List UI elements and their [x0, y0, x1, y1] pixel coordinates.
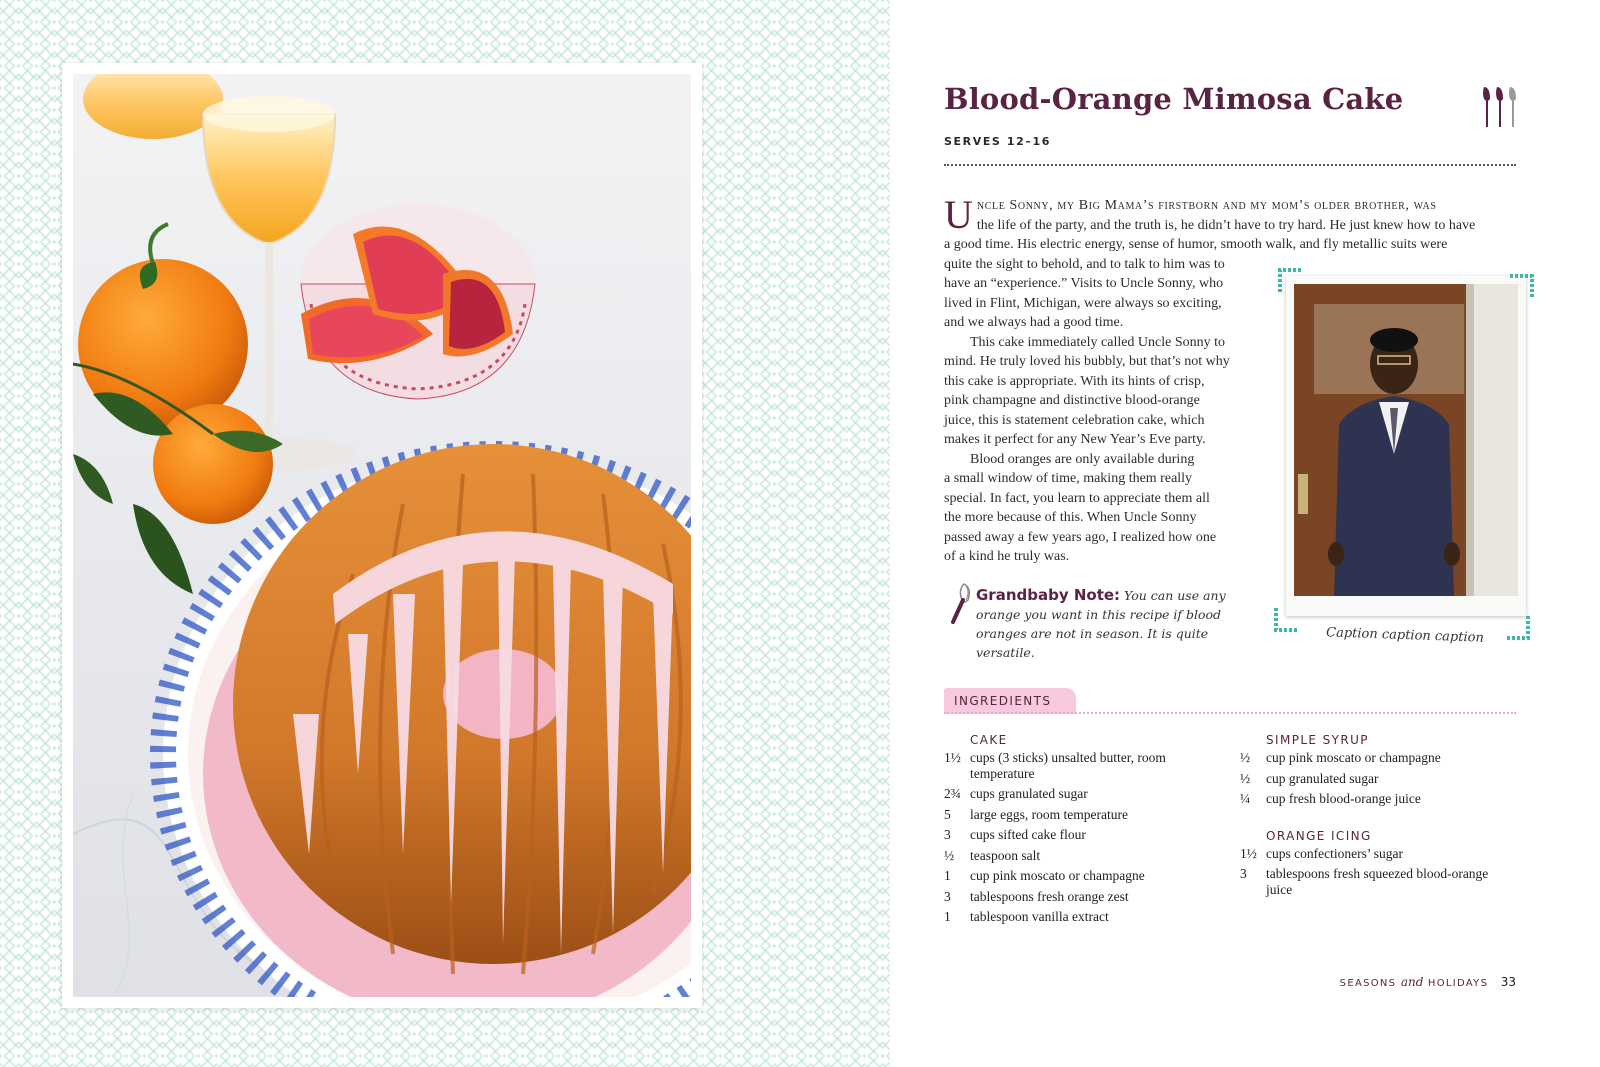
snapshot-caption: Caption caption caption — [1325, 625, 1485, 646]
ingredient-name: cups (3 sticks) unsalted butter, room temperature — [970, 750, 1166, 781]
story-line: lived in Flint, Michigan, were always so exciting, — [944, 295, 1222, 311]
ingredient-name: tablespoon vanilla extract — [970, 909, 1109, 924]
story-line: special. In fact, you learn to appreciate them all — [944, 490, 1210, 506]
portrait-illustration — [1294, 284, 1518, 596]
ingredient-name: large eggs, room temperature — [970, 806, 1128, 822]
ingredient-name: cups granulated sugar — [970, 786, 1088, 801]
ingredient-name: cup fresh blood-orange juice — [1266, 791, 1421, 806]
ingredients-divider — [944, 712, 1516, 714]
recipe-title: Blood-Orange Mimosa Cake — [944, 82, 1404, 116]
story-line: a small window of time, making them really — [944, 471, 1193, 486]
ingredient-name: cup pink moscato or champagne — [970, 868, 1145, 883]
ingredient-name: cups sifted cake flour — [970, 827, 1086, 842]
whisk-icon — [950, 582, 972, 626]
note-text: You can use any orange you want in this recipe if blood oranges are not in season. It is quite versatile. — [976, 588, 1226, 660]
ingredient-row — [944, 827, 1214, 843]
ingredients-column-syrup-icing — [1240, 730, 1510, 902]
ingredient-qty: 1½ — [944, 750, 961, 765]
note-body — [976, 586, 1266, 662]
ingredient-name: cup pink moscato or champagne — [1266, 750, 1441, 765]
story-line: have an “experience.” Visits to Uncle Sonny, who — [944, 276, 1224, 291]
ingredient-row — [1240, 771, 1510, 787]
utensils-icon — [1480, 85, 1516, 129]
ingredient-row — [944, 807, 1214, 823]
photo-frame — [62, 63, 702, 1008]
section-spacer — [1240, 812, 1510, 826]
ingredient-qty: 5 — [944, 806, 951, 822]
ingredient-qty: 3 — [944, 827, 951, 842]
ingredient-row — [944, 750, 1214, 781]
ingredient-qty: 3 — [1240, 866, 1247, 881]
ingredients-column-cake — [944, 730, 1214, 930]
ingredient-name: teaspoon salt — [970, 847, 1041, 863]
title-divider — [944, 164, 1516, 166]
footer-section-a: SEASONS — [1339, 978, 1397, 989]
uncle-photo — [1294, 284, 1518, 596]
right-page — [890, 0, 1600, 1067]
story-opening: ncle Sonny, my Big Mama’s firstborn and my mom’s older brother, was — [976, 198, 1437, 213]
story-line: this cake is appropriate. With its hints of crisp, — [944, 373, 1205, 389]
serves-label: SERVES 12–16 — [944, 135, 1052, 148]
ingredient-row — [944, 848, 1214, 864]
ingredient-row — [944, 889, 1214, 905]
footer-section-b: HOLIDAYS — [1427, 978, 1489, 989]
ingredient-qty: 1 — [944, 868, 951, 883]
story-line: mind. He truly loved his bubbly, but that’s not why — [944, 354, 1230, 369]
story-line: makes it perfect for any New Year’s Eve party. — [944, 432, 1206, 447]
snapshot-card — [1286, 276, 1526, 616]
ingredient-row — [1240, 750, 1510, 766]
ingredient-row — [1240, 846, 1510, 862]
ingredient-row — [1240, 791, 1510, 807]
ingredient-name: tablespoons fresh orange zest — [970, 888, 1129, 904]
story-line: pink champagne and distinctive blood-orange — [944, 393, 1200, 408]
ingredient-row — [944, 786, 1214, 802]
section-heading-cake: CAKE — [970, 733, 1008, 747]
story-line: a good time. His electric energy, sense of humor, smooth walk, and fly metallic suits were — [944, 237, 1448, 252]
footer-and: and — [1400, 975, 1424, 989]
story-line: This cake immediately called Uncle Sonny to — [970, 334, 1226, 350]
ingredient-qty: 3 — [944, 888, 951, 904]
ingredients-tab: INGREDIENTS — [944, 688, 1076, 714]
snapshot-photo — [1280, 276, 1530, 646]
story-line: and we always had a good time. — [944, 315, 1124, 330]
story-line: Blood oranges are only available during — [970, 451, 1195, 467]
photo-corner-icon — [1278, 268, 1304, 294]
cake-photo — [73, 74, 691, 997]
ingredient-qty: ½ — [1240, 750, 1251, 765]
story-line: passed away a few years ago, I realized how one — [944, 529, 1217, 545]
ingredient-name: cups confectioners’ sugar — [1266, 845, 1403, 861]
photo-corner-icon — [1508, 274, 1534, 300]
cake-photo-illustration — [73, 74, 691, 997]
ingredient-qty: ¼ — [1240, 791, 1251, 806]
ingredient-qty: 1 — [944, 909, 951, 924]
story-line: juice, this is statement celebration cake, which — [944, 412, 1205, 428]
section-heading-icing: ORANGE ICING — [1266, 828, 1372, 843]
ingredient-qty: 1½ — [1240, 845, 1257, 861]
ingredient-qty: ½ — [944, 847, 955, 863]
story-line: the more because of this. When Uncle Sonny — [944, 510, 1197, 525]
ingredient-row — [944, 868, 1214, 884]
page-footer — [1310, 975, 1516, 989]
ingredient-qty: 2¾ — [944, 786, 961, 801]
story-line: of a kind he truly was. — [944, 549, 1070, 564]
story-line: quite the sight to behold, and to talk to him was to — [944, 256, 1225, 272]
ingredient-name: tablespoons fresh squeezed blood-orange juice — [1266, 866, 1489, 897]
note-label: Grandbaby Note: — [976, 586, 1121, 604]
story-line: the life of the party, and the truth is, he didn’t have to try hard. He just knew how to have — [976, 217, 1476, 233]
drop-cap: U — [944, 192, 973, 237]
ingredient-row — [1240, 866, 1510, 897]
ingredient-qty: ½ — [1240, 770, 1251, 786]
ingredient-row — [944, 909, 1214, 925]
section-heading-syrup: SIMPLE SYRUP — [1266, 733, 1369, 747]
ingredient-name: cup granulated sugar — [1266, 770, 1379, 786]
page-number: 33 — [1500, 975, 1516, 989]
